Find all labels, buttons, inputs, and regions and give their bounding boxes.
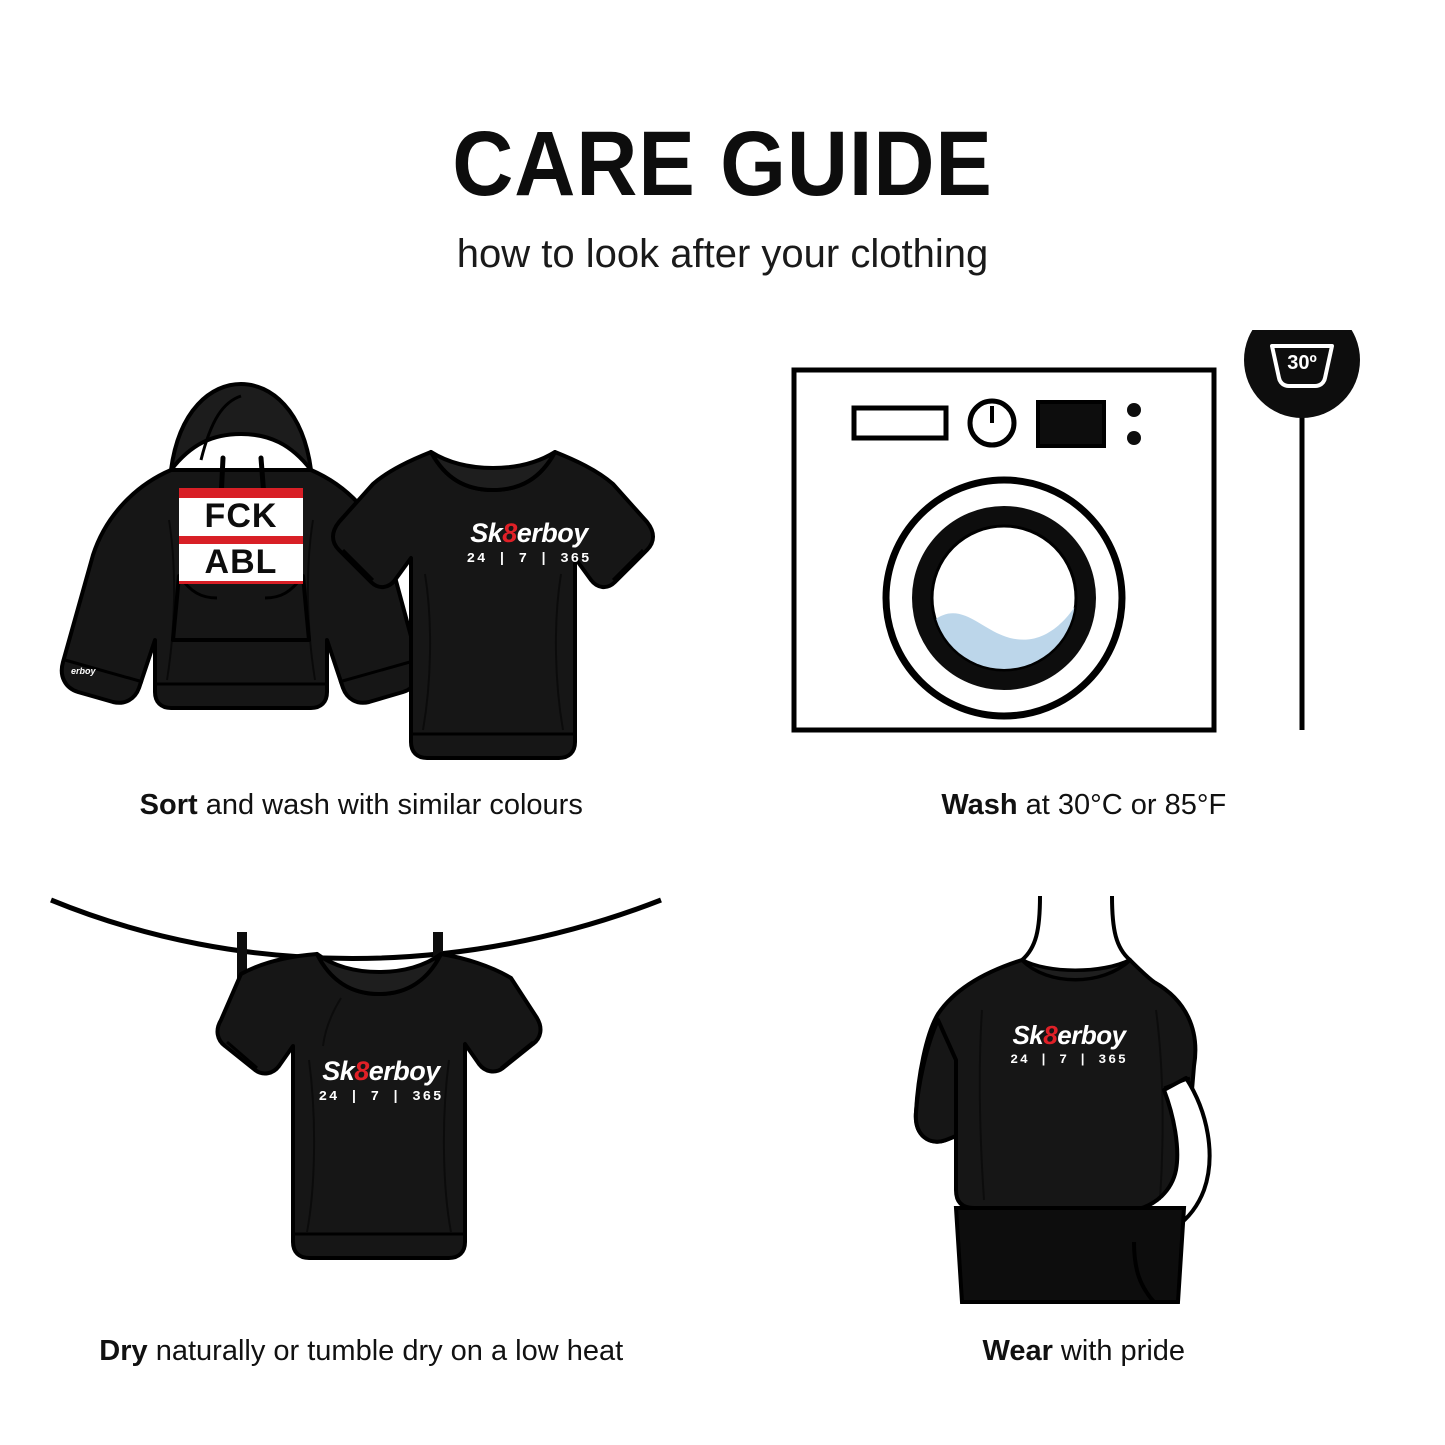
hoodie-and-tshirt-icon [0, 330, 723, 770]
caption-sort [140, 788, 583, 823]
page-subtitle: how to look after your clothing [456, 232, 989, 276]
caption-dry [99, 1334, 623, 1369]
sleeve-logo-tag: erboy [71, 666, 96, 676]
wear-illustration-svg [834, 890, 1334, 1310]
care-step-sort [0, 330, 723, 890]
logo-tail: erboy [369, 1058, 441, 1086]
clothesline-tshirt-icon [0, 890, 723, 1310]
page-title: CARE GUIDE [452, 113, 993, 215]
caption-wear-rest: with pride [1052, 1335, 1186, 1367]
caption-wash-rest: at 30°C or 85°F [1017, 789, 1227, 821]
caption-wash-bold: Wash [941, 789, 1018, 821]
dry-illustration-svg [41, 890, 681, 1310]
program-display [1038, 402, 1104, 446]
person-wearing-tshirt-icon [723, 890, 1445, 1310]
caption-dry-bold: Dry [99, 1335, 148, 1367]
caption-dry-rest: naturally or tumble dry on a low heat [147, 1335, 624, 1367]
print-line-2: ABL [179, 544, 303, 582]
logo-subtitle: 24 | 7 | 365 [1009, 1052, 1128, 1067]
display-panel [854, 408, 946, 438]
print-bar-bottom [179, 581, 303, 584]
indicator-light-2 [1127, 431, 1141, 445]
wash-illustration-svg [774, 330, 1394, 770]
trousers [956, 1208, 1184, 1302]
caption-sort-rest: and wash with similar colours [197, 789, 583, 821]
indicator-light-1 [1127, 403, 1141, 417]
worn-tshirt-brand-logo [974, 1022, 1164, 1066]
wash-badge-label: 30º [1286, 352, 1317, 374]
hoodie-print [179, 488, 303, 584]
clothes-line [51, 900, 661, 959]
caption-sort-bold: Sort [139, 789, 198, 821]
care-step-wear [723, 890, 1445, 1430]
care-step-wash [723, 330, 1445, 890]
logo-primary: Sk [1012, 1022, 1044, 1050]
caption-wear-bold: Wear [982, 1335, 1053, 1367]
logo-accent: 8 [1043, 1022, 1057, 1050]
logo-accent: 8 [502, 520, 518, 548]
care-step-dry [0, 890, 723, 1430]
logo-tail: erboy [517, 520, 589, 548]
dry-tshirt-brand-logo [291, 1058, 471, 1104]
care-steps-grid [0, 330, 1445, 1430]
logo-accent: 8 [354, 1058, 370, 1086]
washing-machine-icon [723, 330, 1445, 770]
caption-wash [941, 788, 1226, 823]
logo-subtitle: 24 | 7 | 365 [466, 551, 592, 567]
wash-temperature-badge [1244, 330, 1360, 418]
neck [1022, 896, 1130, 971]
sort-illustration-svg [51, 340, 671, 760]
tshirt-brand-logo [439, 520, 619, 566]
logo-primary: Sk [322, 1058, 355, 1086]
logo-primary: Sk [470, 520, 503, 548]
header [0, 0, 1445, 277]
logo-subtitle: 24 | 7 | 365 [318, 1089, 444, 1105]
caption-wear [982, 1334, 1185, 1369]
logo-tail: erboy [1056, 1022, 1126, 1050]
print-line-1: FCK [179, 498, 303, 536]
